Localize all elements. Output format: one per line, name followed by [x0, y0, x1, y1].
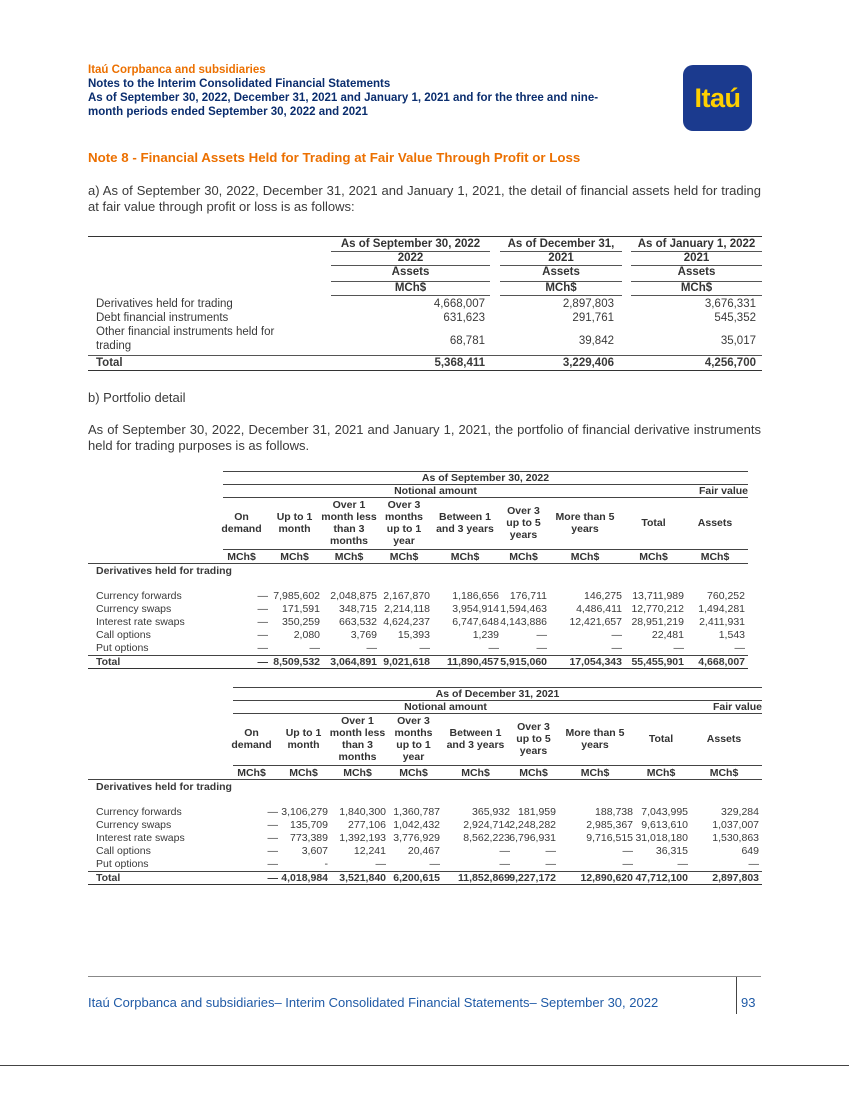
section-label: Derivatives held for trading [96, 781, 232, 793]
column-header: Over 3 months up to 1 year [385, 499, 423, 547]
total-value: 9,021,618 [383, 656, 430, 668]
total-value: 55,455,901 [631, 656, 684, 668]
cell-value: 9,613,610 [641, 819, 688, 831]
itau-logo [683, 65, 752, 131]
paragraph-b: As of September 30, 2022, December 31, 2021 and January 1, 2021, the portfolio of financial derivative instruments held for trading purposes is as follows. [88, 422, 761, 453]
header-rule [88, 779, 762, 780]
cell-value: 36,315 [655, 845, 688, 857]
column-header: Over 1 month less than 3 months [329, 715, 386, 763]
table-a-col-header: MCh$ [545, 282, 577, 294]
cell-value: 545,352 [714, 312, 756, 324]
column-header: On demand [221, 511, 262, 535]
cell-value: 20,467 [407, 845, 440, 857]
header-rule [331, 265, 490, 266]
cell-value: 1,840,300 [339, 806, 386, 818]
cell-value: — [611, 629, 622, 641]
cell-value: — [545, 858, 556, 870]
cell-value: — [622, 858, 633, 870]
column-header: Up to 1 month [276, 511, 313, 535]
cell-value: 329,284 [721, 806, 759, 818]
cell-value: 146,275 [584, 590, 622, 602]
notional-header: Notional amount [404, 701, 487, 713]
row-label: Call options [96, 845, 151, 857]
cell-value: 2,167,870 [383, 590, 430, 602]
header-rule [500, 281, 622, 282]
fair-value-header: Fair value [712, 701, 762, 713]
section-label: Derivatives held for trading [96, 565, 232, 577]
cell-value: — [611, 642, 622, 654]
header-rule [631, 281, 762, 282]
row-label: Currency swaps [96, 819, 172, 831]
cell-value: 3,607 [301, 845, 328, 857]
total-value: 17,054,343 [569, 656, 622, 668]
logo-text: Itaú [694, 83, 741, 113]
row-label: Currency swaps [96, 603, 172, 615]
header-rule [331, 295, 490, 296]
footer-divider [736, 977, 737, 1014]
cell-value: — [419, 642, 430, 654]
total-value: 8,509,532 [273, 656, 320, 668]
cell-value: — [267, 858, 278, 870]
table-a-col-header: As of September 30, 2022 [340, 238, 481, 250]
cell-value: — [257, 603, 268, 615]
table-a-col-header: As of December 31, [507, 238, 615, 250]
cell-value: 12,770,212 [631, 603, 684, 615]
header-rule [631, 265, 762, 266]
table-a-col-header: As of January 1, 2022 [637, 238, 756, 250]
cell-value: 1,186,656 [452, 590, 499, 602]
period-line-1: As of September 30, 2022, December 31, 2021 and January 1, 2021 and for the three and nine- [88, 92, 599, 104]
column-header: Over 3 up to 5 years [506, 505, 541, 541]
cell-value: 1,360,787 [393, 806, 440, 818]
portfolio-title: b) Portfolio detail [88, 390, 186, 405]
column-header: On demand [231, 727, 272, 751]
unit-label: MCh$ [399, 767, 428, 779]
row-label: Derivatives held for trading [96, 298, 233, 310]
cell-value: — [488, 642, 499, 654]
company-name: Itaú Corpbanca and subsidiaries [88, 64, 266, 76]
cell-value: 35,017 [720, 335, 756, 347]
row-label: Currency forwards [96, 806, 182, 818]
table-bottom-rule [88, 370, 762, 371]
cell-value: 9,716,515 [586, 832, 633, 844]
total-label: Total [96, 656, 121, 668]
cell-value: — [622, 845, 633, 857]
unit-label: MCh$ [334, 551, 364, 563]
footer-text: Itaú Corpbanca and subsidiaries– Interim Consolidated Financial Statements– September 30, 2022 [88, 995, 659, 1010]
column-header: Assets [697, 517, 733, 529]
total-value: 3,064,891 [330, 656, 377, 668]
cell-value: 2,214,118 [384, 603, 430, 615]
column-header: Total [648, 733, 674, 745]
cell-value: 6,747,648 [452, 616, 499, 628]
total-value: 6,200,615 [393, 872, 440, 884]
table-a-col-header: 2022 [397, 252, 424, 264]
total-value: 12,890,620 [580, 872, 633, 884]
total-label: Total [96, 872, 121, 884]
cell-value: 3,106,279 [281, 806, 328, 818]
notional-header: Notional amount [394, 485, 477, 497]
table-bottom-rule [88, 668, 748, 669]
cell-value: 773,389 [290, 832, 328, 844]
cell-value: 7,043,995 [641, 806, 688, 818]
column-header: Over 3 up to 5 years [516, 721, 551, 757]
table-a-col-header: 2021 [548, 252, 574, 264]
table-date-header: As of December 31, 2021 [435, 688, 560, 700]
cell-value: — [734, 642, 745, 654]
cell-value: — [677, 858, 688, 870]
page-footer [88, 976, 761, 1010]
header-rule [500, 265, 622, 266]
cell-value: — [257, 642, 268, 654]
row-label: Call options [96, 629, 151, 641]
cell-value: 1,239 [472, 629, 499, 641]
total-label: Total [96, 357, 123, 369]
cell-value: 1,594,463 [500, 603, 547, 615]
total-value: — [257, 656, 268, 668]
header-rule [233, 765, 762, 766]
total-value: 11,852,869 [458, 872, 510, 884]
header-rule [500, 251, 622, 252]
cell-value: — [257, 629, 268, 641]
header-rule [88, 563, 748, 564]
cell-value: — [309, 642, 320, 654]
total-value: 5,915,060 [500, 656, 547, 668]
header-rule [631, 251, 762, 252]
cell-value: 31,018,180 [635, 832, 688, 844]
cell-value: — [267, 832, 278, 844]
page-bottom-rule [0, 1065, 849, 1066]
paragraph-a: a) As of September 30, 2022, December 31, 2021 and January 1, 2021, the detail of financial assets held for trading at fair value through profit or loss is as follows: [88, 183, 761, 214]
note-title: Note 8 - Financial Assets Held for Trading at Fair Value Through Profit or Loss [88, 150, 581, 165]
table-a-col-header: 2021 [683, 252, 710, 264]
cell-value: - [324, 858, 328, 870]
row-label: Put options [96, 642, 149, 654]
cell-value: — [545, 845, 556, 857]
total-value: 11,890,457 [447, 656, 499, 668]
cell-value: 350,259 [282, 616, 320, 628]
cell-value: 2,048,875 [330, 590, 377, 602]
cell-value: 188,738 [595, 806, 633, 818]
cell-value: 1,037,007 [712, 819, 759, 831]
row-label: Interest rate swaps [96, 616, 185, 628]
cell-value: 7,985,602 [273, 590, 320, 602]
unit-label: MCh$ [343, 767, 372, 779]
cell-value: 348,715 [339, 603, 377, 615]
row-label: trading [96, 340, 132, 352]
cell-value: 68,781 [449, 335, 485, 347]
cell-value: — [673, 642, 684, 654]
table-a-col-header: MCh$ [394, 282, 427, 294]
page-number: 93 [741, 995, 756, 1010]
cell-value: 2,248,282 [509, 819, 556, 831]
column-header: Between 1 and 3 years [446, 727, 505, 751]
row-label: Put options [96, 858, 149, 870]
cell-value: 4,624,237 [383, 616, 430, 628]
cell-value: — [257, 616, 268, 628]
column-header: Over 3 months up to 1 year [394, 715, 433, 763]
unit-label: MCh$ [700, 551, 730, 563]
fair-value-header: Fair value [698, 485, 748, 497]
column-header: Over 1 month less than 3 months [321, 499, 377, 547]
doc-title: Notes to the Interim Consolidated Financial Statements [88, 78, 391, 90]
total-value: 47,712,100 [635, 872, 688, 884]
unit-label: MCh$ [639, 551, 668, 563]
cell-value: — [267, 806, 278, 818]
header-rule [331, 281, 490, 282]
column-header: Between 1 and 3 years [436, 511, 494, 535]
cell-value: — [267, 845, 278, 857]
unit-label: MCh$ [709, 767, 739, 779]
row-label: Currency forwards [96, 590, 182, 602]
period-line-2: month periods ended September 30, 2022 and 2021 [88, 106, 368, 118]
total-value: 2,897,803 [712, 872, 759, 884]
unit-label: MCh$ [461, 767, 490, 779]
cell-value: 1,392,193 [339, 832, 386, 844]
cell-value: 4,486,411 [576, 603, 622, 615]
cell-value: 649 [741, 845, 759, 857]
unit-label: MCh$ [509, 551, 538, 563]
row-label: Interest rate swaps [96, 832, 185, 844]
cell-value: 181,959 [518, 806, 556, 818]
cell-value: — [429, 858, 440, 870]
header-rule [631, 295, 762, 296]
cell-value: 365,932 [472, 806, 510, 818]
column-header: More than 5 years [555, 511, 615, 535]
column-header: More than 5 years [565, 727, 625, 751]
cell-value: 22,481 [651, 629, 684, 641]
cell-value: — [499, 858, 510, 870]
total-rule [88, 355, 762, 356]
total-value: 3,229,406 [562, 357, 614, 369]
cell-value: 3,676,331 [704, 298, 756, 310]
cell-value: 2,985,367 [586, 819, 633, 831]
cell-value: — [536, 642, 547, 654]
cell-value: 12,241 [353, 845, 386, 857]
unit-label: MCh$ [389, 551, 419, 563]
cell-value: 4,143,886 [500, 616, 547, 628]
cell-value: 135,709 [290, 819, 328, 831]
unit-label: MCh$ [580, 767, 610, 779]
document-header [88, 63, 598, 119]
cell-value: 1,042,432 [393, 819, 440, 831]
cell-value: — [366, 642, 377, 654]
unit-label: MCh$ [280, 551, 309, 563]
cell-value: 39,842 [578, 335, 614, 347]
unit-label: MCh$ [237, 767, 266, 779]
cell-value: 4,668,007 [433, 298, 485, 310]
cell-value: 1,530,863 [712, 832, 759, 844]
cell-value: 277,106 [348, 819, 386, 831]
total-value: 9,227,172 [509, 872, 556, 884]
column-header: Total [641, 517, 666, 529]
cell-value: 171,591 [282, 603, 320, 615]
cell-value: — [267, 819, 278, 831]
unit-label: MCh$ [227, 551, 256, 563]
total-value: 4,018,984 [281, 872, 328, 884]
cell-value: 8,562,223 [463, 832, 510, 844]
total-value: 3,521,840 [339, 872, 386, 884]
table-a-col-header: Assets [542, 266, 580, 278]
cell-value: — [257, 590, 268, 602]
cell-value: 6,796,931 [509, 832, 556, 844]
cell-value: 663,532 [339, 616, 377, 628]
cell-value: 2,411,931 [699, 616, 745, 628]
cell-value: 2,924,714 [463, 819, 510, 831]
table-a-col-header: Assets [677, 266, 716, 278]
cell-value: 3,954,914 [452, 603, 499, 615]
header-rule [500, 295, 622, 296]
cell-value: 12,421,657 [569, 616, 622, 628]
unit-label: MCh$ [450, 551, 480, 563]
unit-label: MCh$ [646, 767, 676, 779]
cell-value: 15,393 [397, 629, 430, 641]
cell-value: 176,711 [509, 590, 547, 602]
column-header: Assets [706, 733, 742, 745]
cell-value: 631,623 [443, 312, 485, 324]
cell-value: 760,252 [707, 590, 745, 602]
cell-value: 2,897,803 [562, 298, 614, 310]
unit-label: MCh$ [519, 767, 548, 779]
cell-value: 2,080 [293, 629, 320, 641]
table-date-header: As of September 30, 2022 [421, 472, 550, 484]
cell-value: — [499, 845, 510, 857]
cell-value: 3,776,929 [393, 832, 440, 844]
unit-label: MCh$ [289, 767, 318, 779]
cell-value: 13,711,989 [632, 590, 684, 602]
table-a-col-header: Assets [391, 266, 430, 278]
cell-value: — [375, 858, 386, 870]
table-bottom-rule [88, 884, 762, 885]
total-value: 4,256,700 [704, 357, 756, 369]
cell-value: 1,494,281 [698, 603, 745, 615]
cell-value: 291,761 [572, 312, 614, 324]
total-value: — [267, 872, 278, 884]
cell-value: — [536, 629, 547, 641]
total-value: 5,368,411 [434, 357, 485, 369]
column-header: Up to 1 month [285, 727, 322, 751]
cell-value: 28,951,219 [631, 616, 684, 628]
total-value: 4,668,007 [698, 656, 745, 668]
row-label: Debt financial instruments [96, 312, 229, 324]
cell-value: — [748, 858, 759, 870]
header-rule [223, 549, 748, 550]
table-a-col-header: MCh$ [680, 282, 713, 294]
cell-value: 3,769 [350, 629, 377, 641]
row-label: Other financial instruments held for [96, 326, 275, 338]
header-rule [331, 251, 490, 252]
unit-label: MCh$ [570, 551, 600, 563]
cell-value: 1,543 [718, 629, 745, 641]
